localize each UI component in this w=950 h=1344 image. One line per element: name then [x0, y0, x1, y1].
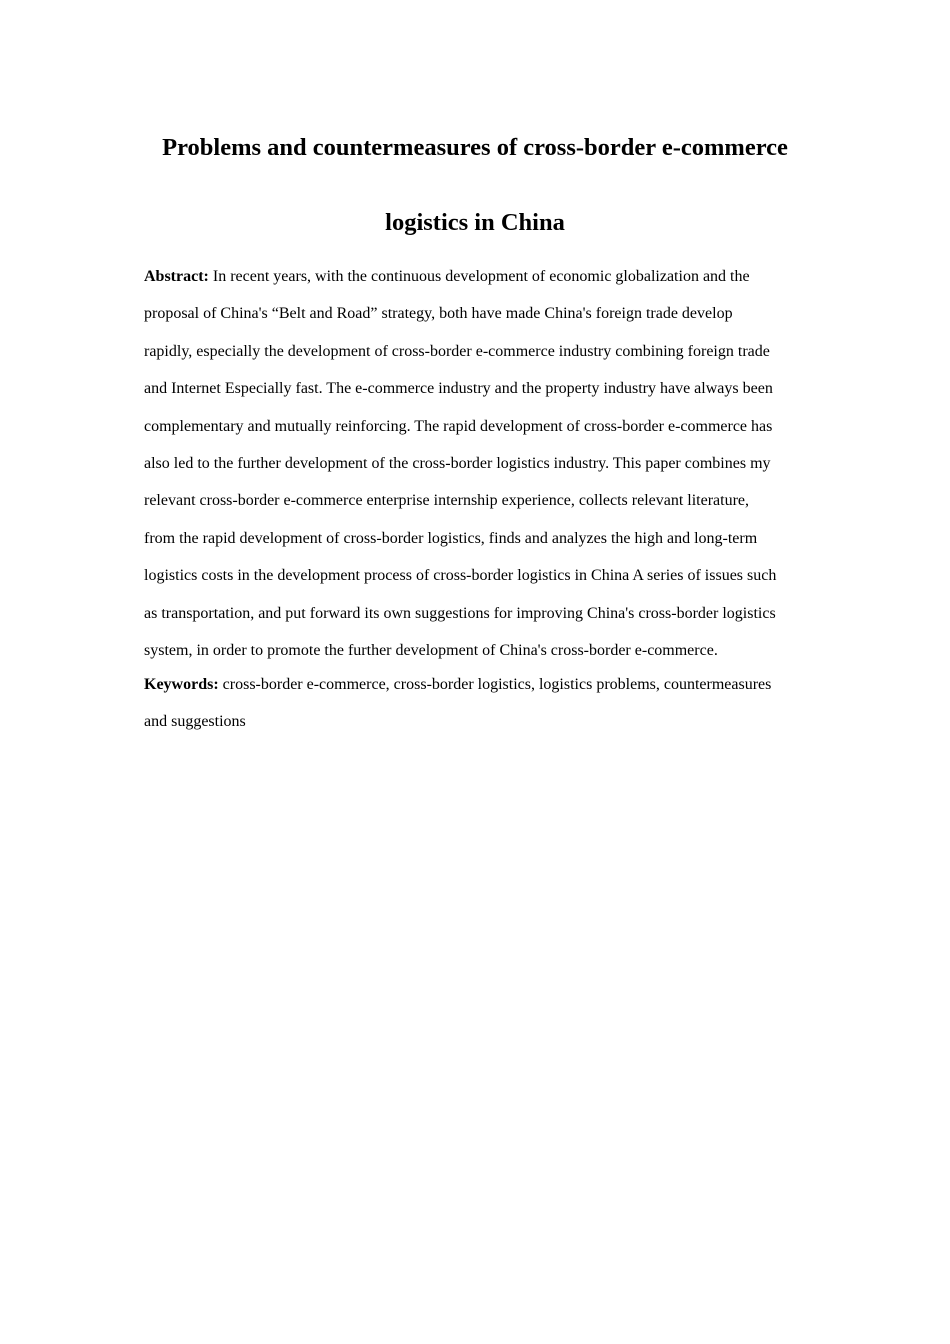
abstract-line: logistics costs in the development process of cross-border logistics in China A series of issues such — [144, 567, 777, 585]
abstract-line — [144, 258, 824, 295]
abstract-text: In recent years, with the continuous development of economic globalization and the — [208, 268, 750, 285]
abstract-line: complementary and mutually reinforcing. The rapid development of cross-border e-commerce has — [144, 417, 773, 435]
abstract-line: proposal of China's “Belt and Road” strategy, both have made China's foreign trade develop — [144, 305, 733, 323]
abstract-line: and Internet Especially fast. The e-commerce industry and the property industry have always been — [144, 380, 773, 398]
keywords-paragraph — [144, 666, 824, 741]
abstract-paragraph — [144, 258, 824, 669]
document-title-line-2: logistics in China — [385, 209, 565, 236]
abstract-line: rapidly, especially the development of cross-border e-commerce industry combining foreign trade — [144, 342, 770, 360]
keywords-label: Keywords: — [144, 676, 219, 693]
keywords-line: and suggestions — [144, 713, 246, 731]
abstract-line: as transportation, and put forward its own suggestions for improving China's cross-border logistics — [144, 604, 776, 622]
document-title-line-1: Problems and countermeasures of cross-border e-commerce — [162, 134, 788, 161]
keywords-line — [144, 666, 824, 703]
abstract-line: from the rapid development of cross-border logistics, finds and analyzes the high and long-term — [144, 529, 758, 547]
abstract-line: relevant cross-border e-commerce enterprise internship experience, collects relevant literature, — [144, 492, 750, 510]
abstract-label: Abstract: — [144, 268, 209, 285]
keywords-text: cross-border e-commerce, cross-border logistics, logistics problems, countermeasures — [218, 676, 772, 693]
abstract-line: system, in order to promote the further development of China's cross-border e-commerce. — [144, 642, 718, 660]
abstract-line: also led to the further development of the cross-border logistics industry. This paper combines my — [144, 455, 771, 473]
